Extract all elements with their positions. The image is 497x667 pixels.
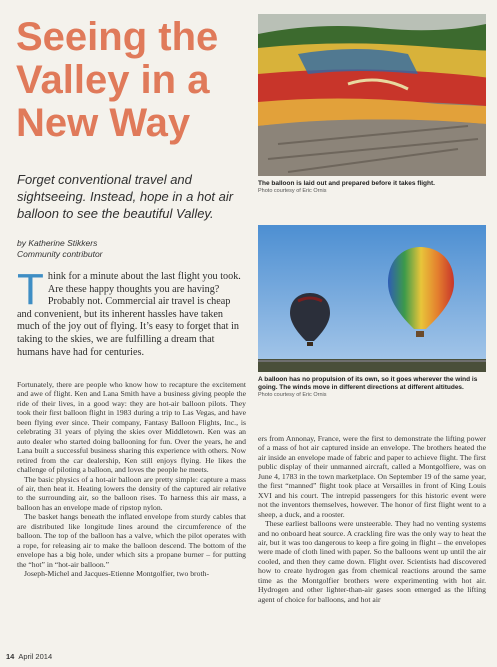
- issue-date: April 2014: [18, 652, 53, 661]
- author-role: Community contributor: [17, 249, 103, 259]
- photo-caption: [258, 376, 486, 399]
- article-title: [16, 16, 254, 145]
- balloon-envelope-photo: [258, 14, 486, 176]
- photo-credit: Photo courtesy of Eric Ornis: [258, 188, 327, 194]
- body-paragraph: The basic physics of a hot-air balloon are pretty simple: capture a mass of air, then heat it. Heating lowers the density of the captured air relative to the surrounding air, so the balloon rises. To harness this air mass, a balloon has an envelope made of ripstop nylon.: [17, 474, 246, 512]
- balloons-in-flight-photo: [258, 225, 486, 372]
- byline: [17, 238, 243, 260]
- caption-text: A balloon has no propulsion of its own, so it goes wherever the wind is going. The winds move in different directions at different altitudes.: [258, 376, 478, 391]
- title-line-2: Valley in a: [16, 58, 210, 102]
- body-paragraph: Joseph-Michel and Jacques-Etienne Montgolfier, two broth-: [24, 569, 209, 579]
- body-column-left: [17, 380, 246, 579]
- body-paragraph: The basket hangs beneath the inflated envelope from sturdy cables that are distributed like longitude lines around the circumference of the balloon. The top of the balloon has a valve, which the pilot operates with a rope, for releasing air to make the balloon descend. The bottom of the envelope has a big hole, under which sits a propane burner – for putting the “hot” in “hot-air balloon.”: [17, 512, 246, 569]
- author-name: by Katherine Stikkers: [17, 238, 98, 248]
- body-column-right: [258, 434, 486, 604]
- title-line-1: Seeing the: [16, 15, 219, 59]
- page-footer: [6, 652, 52, 661]
- title-line-3: New Way: [16, 101, 191, 145]
- article-subtitle: Forget conventional travel and sightseeing. Instead, hope in a hot air balloon to see the beautiful Valley.: [17, 172, 234, 221]
- drop-cap: T: [17, 265, 44, 314]
- lead-paragraph: [17, 265, 243, 359]
- photo-credit: Photo courtesy of Eric Ornis: [258, 392, 327, 398]
- lead-text: hink for a minute about the last flight you took. Are these happy thoughts you are having? Probably not. Commercial air travel is cheap and convenient, but its inherent hassles have taken much of the joy out of flying. It’s easy to forget that in taking to the skies, we are fulfilling a dream that humans have had for centuries.: [17, 271, 241, 358]
- body-paragraph: These earliest balloons were unsteerable. They had no venting systems and no onboard heat source. A crackling fire was the only way to heat the air, but it was too dangerous to keep a fire going in flight – the envelopes were made of cloth lined with paper. So the balloons went up until the air cooled, and then they came down. Flight over. Scientists had discovered how to create hydrogen gas from chemical reactions around the same time as the Montgolfier brothers were experimenting with hot air. Hydrogen and other lighter-than-air gases soon emerged as the lifting agent of choice for balloons, and hot air: [258, 519, 486, 604]
- caption-text: The balloon is laid out and prepared before it takes flight.: [258, 180, 435, 187]
- page-number: 14: [6, 652, 15, 661]
- photo-caption: [258, 180, 486, 195]
- body-paragraph: Fortunately, there are people who know how to recapture the excitement and awe of flight. Ken and Lana Smith have a business giving people the ride of their lives, in a good way: they are hot-air balloon pilots. They took their first balloon flight in 1983 during a trip to Las Vegas, and have been flying ever since. Their company, Fantasy Balloon Flights, Inc., is celebrating 31 years of plying the skies over Middletown. Ken was an auto dealer who started doing ballooning for fun. Over the years, he and Lana built a successful business sharing this experience with others. Now retired from the car dealership, Ken still enjoys flying. He likes the challenge of piloting a balloon, and loves the people he meets.: [17, 380, 246, 475]
- body-paragraph: ers from Annonay, France, were the first to demonstrate the lifting power of a mass of hot air captured inside an envelope. The brothers heated the air inside an envelope made of fabric and paper to achieve flight. The first public display of their unmanned aircraft, called a Montgolfiere, was on June 4, 1783 in the town marketplace. On September 19 of the same year, the first “manned” flight took place at Versailles in front of King Louis XVI and his court. The intrepid passengers for this historic event were not the inventors themselves, however. The honor of first flight went to a sheep, a duck, and a rooster.: [258, 434, 486, 519]
